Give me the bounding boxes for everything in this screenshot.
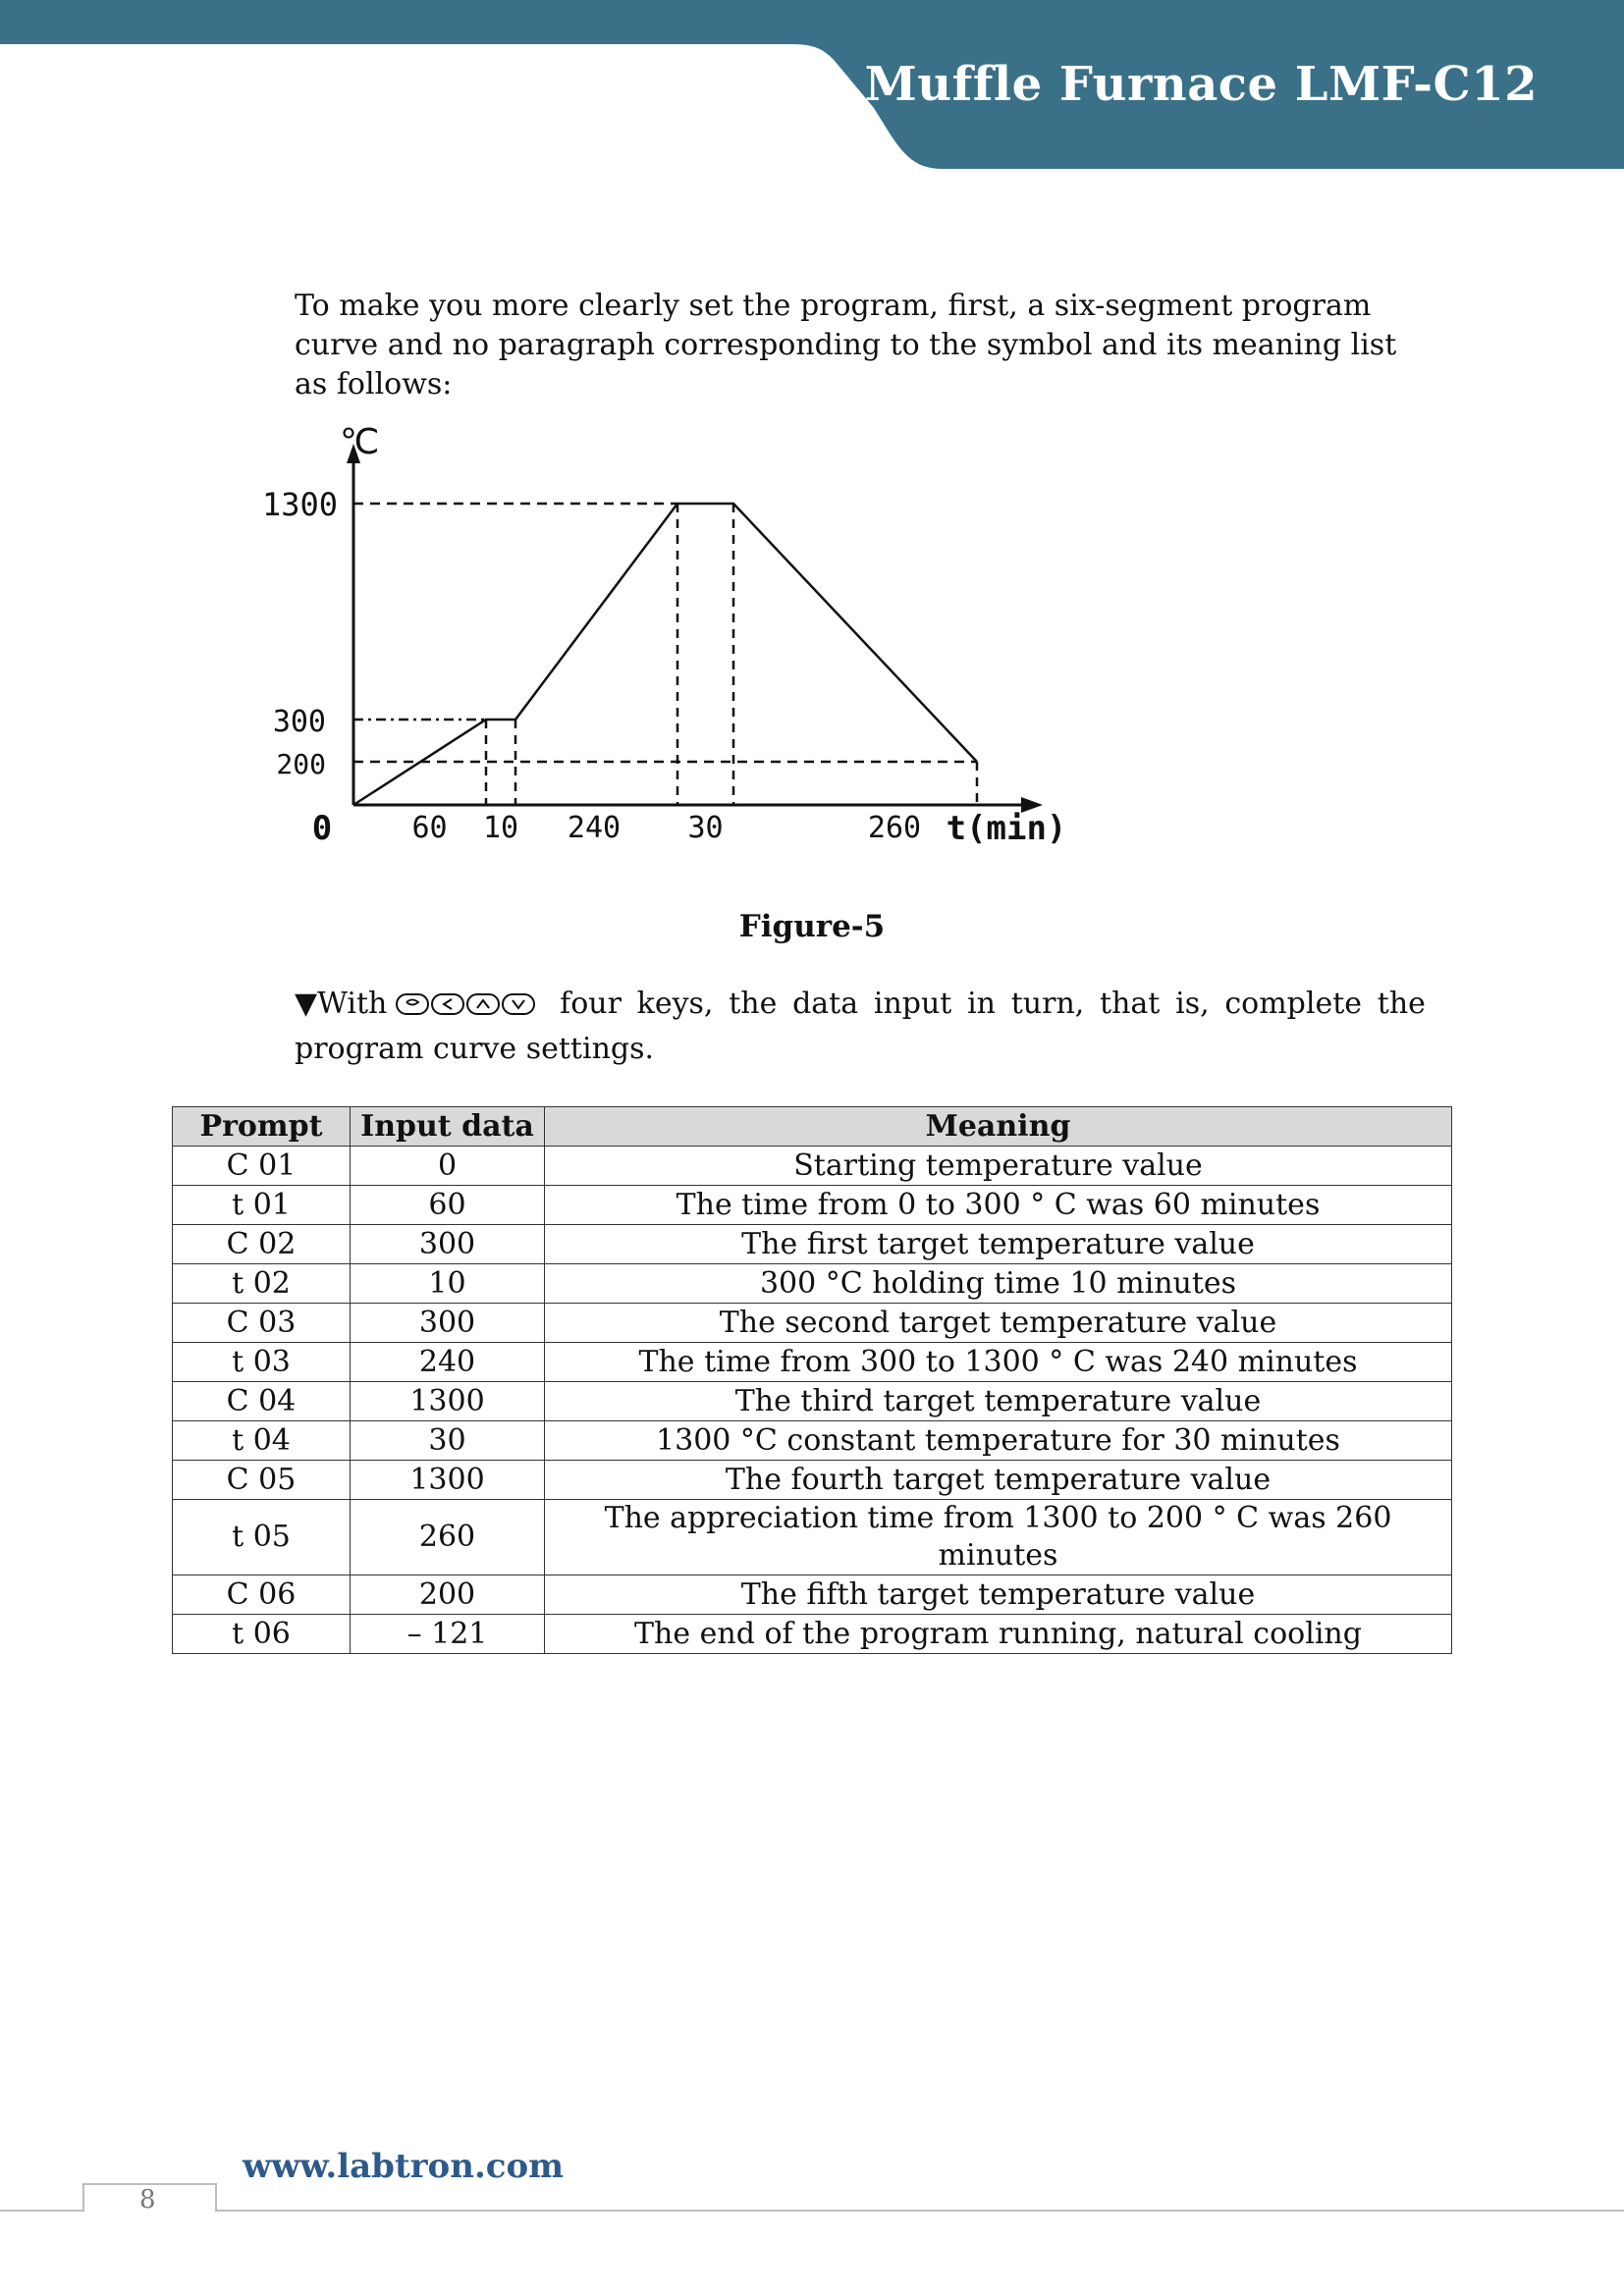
keys-word: turn, bbox=[1010, 987, 1085, 1021]
cell-meaning: The third target temperature value bbox=[545, 1382, 1452, 1421]
cell-input-data: 300 bbox=[351, 1304, 545, 1343]
keys-prefix: ▼With bbox=[295, 987, 388, 1021]
y-axis-label: ℃ bbox=[340, 422, 380, 462]
cell-prompt: C 02 bbox=[173, 1225, 351, 1264]
cell-input-data: 10 bbox=[351, 1264, 545, 1304]
keys-word: complete bbox=[1224, 987, 1363, 1021]
keys-word: is, bbox=[1175, 987, 1210, 1021]
keys-paragraph-line1 bbox=[295, 982, 1426, 1027]
x-segment-label: 60 bbox=[411, 811, 448, 845]
cell-meaning: The fourth target temperature value bbox=[545, 1461, 1452, 1500]
cell-input-data: 1300 bbox=[351, 1382, 545, 1421]
cell-meaning: The fifth target temperature value bbox=[545, 1575, 1452, 1615]
keys-paragraph bbox=[295, 982, 1426, 1072]
origin-label: 0 bbox=[311, 809, 333, 848]
cell-prompt: t 02 bbox=[173, 1264, 351, 1304]
cell-meaning: 1300 °C constant temperature for 30 minutes bbox=[545, 1421, 1452, 1461]
table-row bbox=[173, 1382, 1452, 1421]
table-row bbox=[173, 1343, 1452, 1382]
set-key-icon bbox=[395, 991, 430, 1017]
table-body bbox=[173, 1147, 1452, 1654]
cell-input-data: 200 bbox=[351, 1575, 545, 1615]
left-key-icon bbox=[430, 991, 465, 1017]
cell-meaning: Starting temperature value bbox=[545, 1147, 1452, 1186]
program-curve-svg bbox=[226, 402, 1404, 874]
cell-prompt: C 01 bbox=[173, 1147, 351, 1186]
table-row bbox=[173, 1500, 1452, 1575]
footer-website-link[interactable]: www.labtron.com bbox=[243, 2147, 565, 2186]
cell-input-data: – 121 bbox=[351, 1615, 545, 1654]
cell-input-data: 260 bbox=[351, 1500, 545, 1575]
table-row bbox=[173, 1186, 1452, 1225]
cell-input-data: 240 bbox=[351, 1343, 545, 1382]
x-axis-label: t(min) bbox=[946, 809, 1067, 848]
page-number: 8 bbox=[139, 2185, 156, 2215]
table-row bbox=[173, 1615, 1452, 1654]
up-key-icon bbox=[465, 991, 501, 1017]
keys-word: the bbox=[729, 987, 778, 1021]
keys-word: data bbox=[792, 987, 859, 1021]
cell-meaning: The second target temperature value bbox=[545, 1304, 1452, 1343]
table-row bbox=[173, 1225, 1452, 1264]
keys-word: four bbox=[560, 987, 622, 1021]
x-segment-label: 240 bbox=[567, 811, 622, 845]
cell-prompt: t 03 bbox=[173, 1343, 351, 1382]
cell-prompt: C 03 bbox=[173, 1304, 351, 1343]
program-table bbox=[172, 1106, 1452, 1654]
cell-prompt: t 01 bbox=[173, 1186, 351, 1225]
keys-word: the bbox=[1377, 987, 1426, 1021]
down-key-icon bbox=[501, 991, 536, 1017]
cell-prompt: t 04 bbox=[173, 1421, 351, 1461]
cell-prompt: t 06 bbox=[173, 1615, 351, 1654]
cell-meaning: The time from 300 to 1300 ° C was 240 minutes bbox=[545, 1343, 1452, 1382]
cell-input-data: 0 bbox=[351, 1147, 545, 1186]
y-tick-label: 300 bbox=[272, 705, 326, 739]
table-row bbox=[173, 1147, 1452, 1186]
header-input-data: Input data bbox=[351, 1107, 545, 1147]
x-segment-label: 10 bbox=[482, 811, 519, 845]
table-row bbox=[173, 1304, 1452, 1343]
keys-word: in bbox=[967, 987, 996, 1021]
cell-meaning: The time from 0 to 300 ° C was 60 minutes bbox=[545, 1186, 1452, 1225]
cell-meaning: 300 °C holding time 10 minutes bbox=[545, 1264, 1452, 1304]
cell-input-data: 30 bbox=[351, 1421, 545, 1461]
x-segment-label: 260 bbox=[867, 811, 922, 845]
cell-prompt: C 06 bbox=[173, 1575, 351, 1615]
cell-meaning: The end of the program running, natural cooling bbox=[545, 1615, 1452, 1654]
keys-paragraph-line2: program curve settings. bbox=[295, 1032, 655, 1066]
keys-word: input bbox=[873, 987, 952, 1021]
page-header-title: Muffle Furnace LMF-C12 bbox=[864, 57, 1538, 112]
program-curve-line bbox=[353, 504, 977, 805]
x-segment-label: 30 bbox=[687, 811, 724, 845]
figure-caption: Figure-5 bbox=[738, 909, 886, 944]
table-row bbox=[173, 1575, 1452, 1615]
cell-input-data: 1300 bbox=[351, 1461, 545, 1500]
header-prompt: Prompt bbox=[173, 1107, 351, 1147]
y-tick-label: 200 bbox=[276, 748, 326, 780]
keys-word: keys, bbox=[636, 987, 714, 1021]
cell-input-data: 60 bbox=[351, 1186, 545, 1225]
table-row bbox=[173, 1461, 1452, 1500]
cell-prompt: C 05 bbox=[173, 1461, 351, 1500]
chart-root bbox=[262, 422, 1066, 848]
header-meaning: Meaning bbox=[545, 1107, 1452, 1147]
cell-input-data: 300 bbox=[351, 1225, 545, 1264]
footer-rule bbox=[0, 2174, 1624, 2272]
program-curve-chart bbox=[226, 402, 1404, 874]
key-icons bbox=[395, 991, 536, 1017]
cell-prompt: t 05 bbox=[173, 1500, 351, 1575]
cell-prompt: C 04 bbox=[173, 1382, 351, 1421]
table-row bbox=[173, 1264, 1452, 1304]
cell-meaning: The appreciation time from 1300 to 200 ° C was 260 minutes bbox=[545, 1500, 1452, 1575]
table-row bbox=[173, 1421, 1452, 1461]
intro-paragraph: To make you more clearly set the program, first, a six-segment program curve and no paragraph corresponding to the symbol and its meaning list as follows: bbox=[295, 289, 1397, 401]
keys-word: that bbox=[1100, 987, 1161, 1021]
keys-prefix-group bbox=[295, 982, 544, 1027]
y-tick-label: 1300 bbox=[261, 486, 338, 523]
table-header-row bbox=[173, 1107, 1452, 1147]
cell-meaning: The first target temperature value bbox=[545, 1225, 1452, 1264]
